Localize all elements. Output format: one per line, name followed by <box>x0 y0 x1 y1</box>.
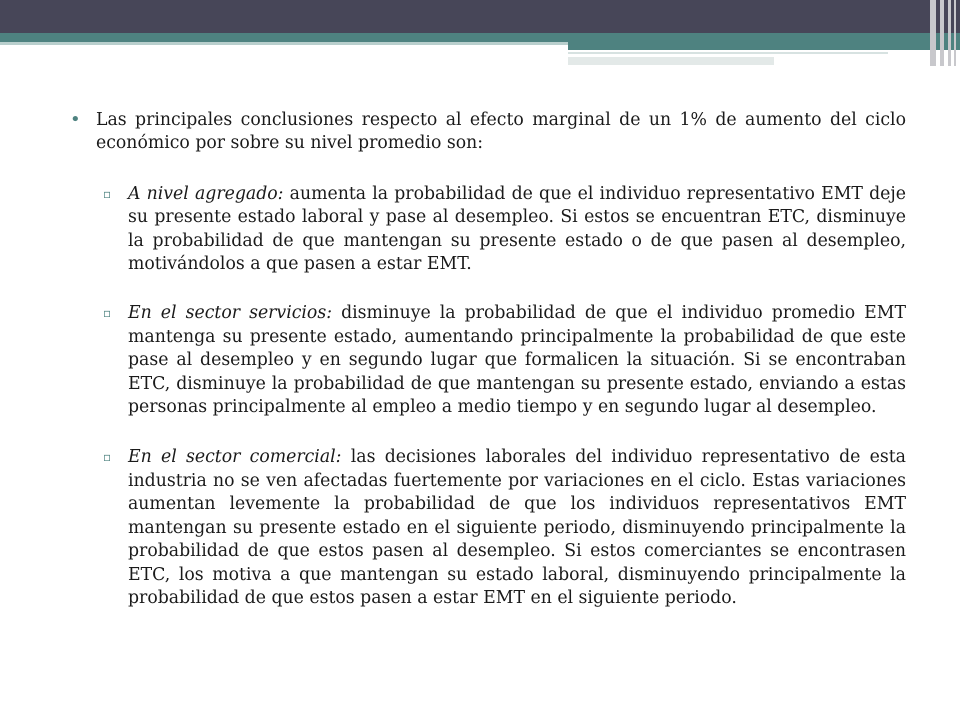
sub-bullet-label: En el sector servicios: <box>128 303 333 324</box>
main-bullet <box>70 109 906 156</box>
decorative-stripe <box>954 0 956 66</box>
sub-bullet-text: las decisiones laborales del individuo representativo de esta industria no se ven afectadas fuertemente por variaciones en el ciclo. Estas variaciones aumentan levemente la probabilidad de que los individuos representativos EMT mantengan su presente estado en el siguiente periodo, disminuyendo principalmente la probabilidad de que estos pasen al desempleo. Si estos comerciantes se encontrasen ETC, los motiva a que mantengan su estado laboral, disminuyendo principalmente la probabilidad de que estos pasen a estar EMT en el siguiente periodo. <box>128 447 906 608</box>
sub-bullet-marker: ▫ <box>103 450 112 465</box>
sub-bullet-comercial <box>70 446 906 610</box>
header-accent-line-short <box>568 57 774 65</box>
header-bar <box>0 0 960 33</box>
slide-body <box>70 109 906 610</box>
main-bullet-text: Las principales conclusiones respecto al efecto marginal de un 1% de aumento del ciclo económico por sobre su nivel promedio son: <box>96 110 906 154</box>
header-accent-line-right <box>568 52 888 54</box>
sub-bullet-label: A nivel agregado: <box>128 183 284 204</box>
decorative-stripe <box>930 0 936 66</box>
sub-bullet-marker: ▫ <box>103 186 112 201</box>
sub-bullet-marker: ▫ <box>103 306 112 321</box>
decorative-stripe <box>948 0 951 66</box>
header-accent-band <box>0 33 960 42</box>
sub-bullet-servicios <box>70 302 906 419</box>
sub-bullet-text: aumenta la probabilidad de que el individuo representativo EMT deje su presente estado laboral y pase al desempleo. Si estos se encuentran ETC, disminuye la probabilidad de que mantengan su presente estado o de que pasen al desempleo, motivándolos a que pasen a estar EMT. <box>128 183 906 275</box>
header-accent-line <box>0 42 568 45</box>
decorative-stripe <box>940 0 944 66</box>
sub-bullet-label: En el sector comercial: <box>128 447 342 468</box>
sub-bullet-agregado <box>70 183 906 277</box>
sub-bullet-text: disminuye la probabilidad de que el individuo promedio EMT mantenga su presente estado, aumentando principalmente la probabilidad de que este pase al desempleo y en segundo lugar que formalicen la situación. Si se encontraban ETC, disminuye la probabilidad de que mantengan su presente estado, enviando a estas personas principalmente al empleo a medio tiempo y en segundo lugar al desempleo. <box>128 303 906 418</box>
bullet-marker: • <box>70 109 81 130</box>
header-accent-band-right <box>568 42 960 50</box>
